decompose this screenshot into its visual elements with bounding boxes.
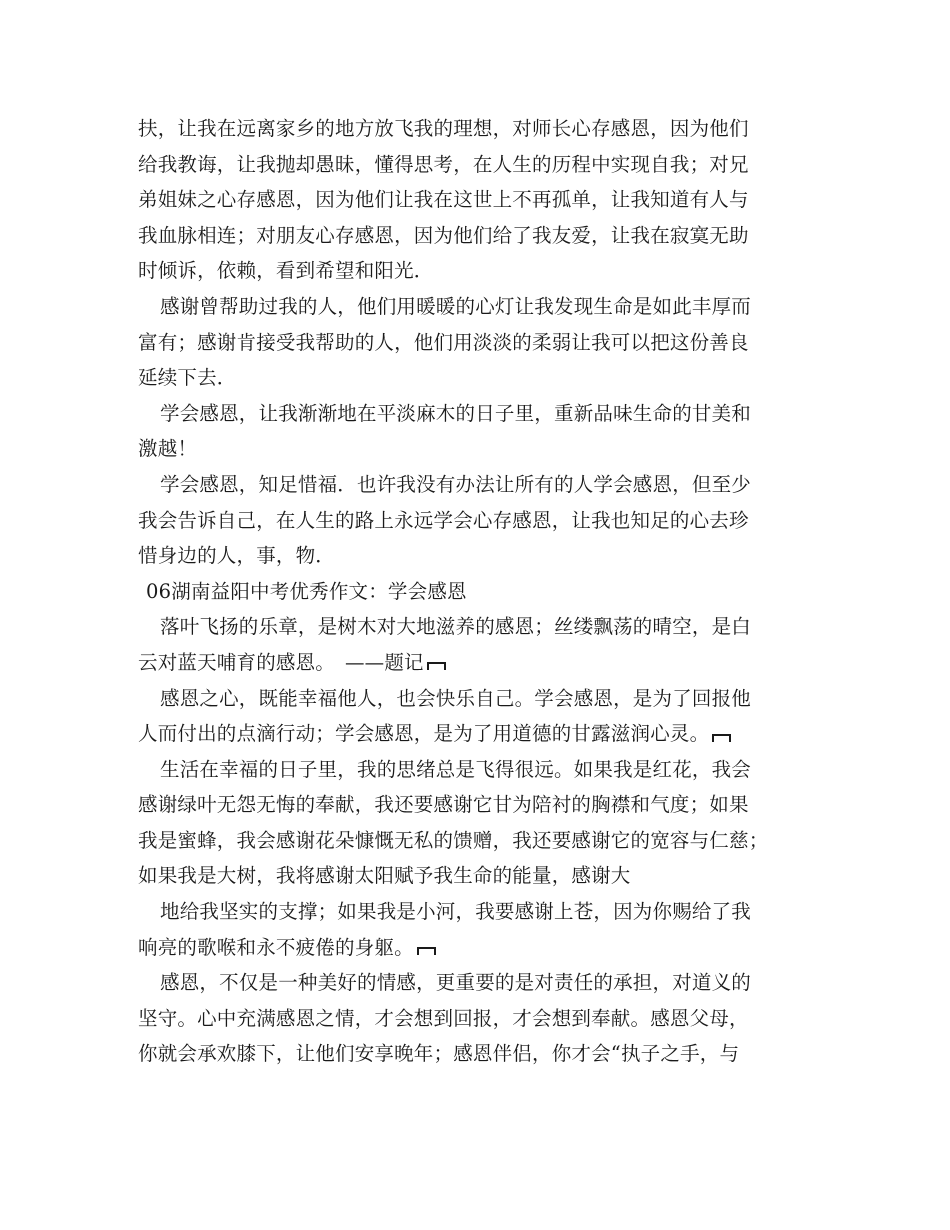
text-span: 云对蓝天哺育的感恩。 ——题记 [138, 650, 424, 674]
text-line: 坚守。心中充满感恩之情，才会想到回报，才会想到奉献。感恩父母， [138, 1006, 749, 1030]
text-line: 延续下去． [138, 366, 237, 390]
paragraph-mark-icon [417, 947, 436, 955]
text-line: 我会告诉自己，在人生的路上永远学会心存感恩，让我也知足的心去珍 [138, 508, 749, 532]
text-line: 学会感恩，让我渐渐地在平淡麻木的日子里，重新品味生命的甘美和 [160, 401, 752, 425]
text-line: 学会感恩，知足惜福．也许我没有办法让所有的人学会感恩，但至少 [160, 472, 752, 496]
text-line: 时倾诉，依赖，看到希望和阳光． [138, 259, 434, 283]
text-line: 富有；感谢肯接受我帮助的人，他们用淡淡的柔弱让我可以把这份善良 [138, 330, 749, 354]
text-line: 扶，让我在远离家乡的地方放飞我的理想，对师长心存感恩，因为他们 [138, 117, 749, 140]
text-line: 你就会承欢膝下，让他们安享晚年；感恩伴侣，你才会“执子之手，与 [138, 1042, 740, 1066]
text-line: 感恩，不仅是一种美好的情感，更重要的是对责任的承担，对道义的 [160, 971, 752, 995]
text-line: 地给我坚实的支撑；如果我是小河，我要感谢上苍，因为你赐给了我 [160, 900, 752, 924]
text-line: 落叶飞扬的乐章，是树木对大地滋养的感恩；丝缕飘荡的晴空，是白 [160, 615, 752, 639]
text-line: 弟姐妹之心存感恩，因为他们让我在这世上不再孤单，让我知道有人与 [138, 188, 749, 212]
text-line: 感谢曾帮助过我的人，他们用暖暖的心灯让我发现生命是如此丰厚而 [160, 294, 752, 318]
text-line: 如果我是大树，我将感谢太阳赋予我生命的能量，感谢大 [138, 864, 631, 888]
text-span: 人而付出的点滴行动；学会感恩，是为了用道德的甘露滋润心灵。 [138, 722, 710, 746]
text-line: 我是蜜蜂，我会感谢花朵慷慨无私的馈赠，我还要感谢它的宽容与仁慈； [138, 828, 769, 852]
text-line: 给我教诲，让我抛却愚昧，懂得思考，在人生的历程中实现自我；对兄 [138, 152, 749, 176]
text-span: 响亮的歌喉和永不疲倦的身躯。 [138, 935, 414, 959]
section-heading: 06湖南益阳中考优秀作文：学会感恩 [146, 579, 467, 603]
text-line: 惜身边的人，事，物． [138, 544, 336, 568]
text-line: 生活在幸福的日子里，我的思绪总是飞得很远。如果我是红花，我会 [160, 757, 752, 781]
document-body [138, 111, 818, 1072]
paragraph-mark-icon [712, 734, 731, 742]
text-line: 感谢绿叶无怨无悔的奉献，我还要感谢它甘为陪衬的胸襟和气度；如果 [138, 793, 749, 817]
text-line [138, 930, 818, 966]
paragraph-mark-icon [427, 662, 446, 670]
text-line: 感恩之心，既能幸福他人，也会快乐自己。学会感恩，是为了回报他 [160, 686, 752, 710]
text-line [138, 645, 818, 681]
text-line [138, 716, 818, 752]
text-line: 我血脉相连；对朋友心存感恩，因为他们给了我友爱，让我在寂寞无助 [138, 223, 749, 247]
text-line: 激越！ [138, 437, 198, 461]
